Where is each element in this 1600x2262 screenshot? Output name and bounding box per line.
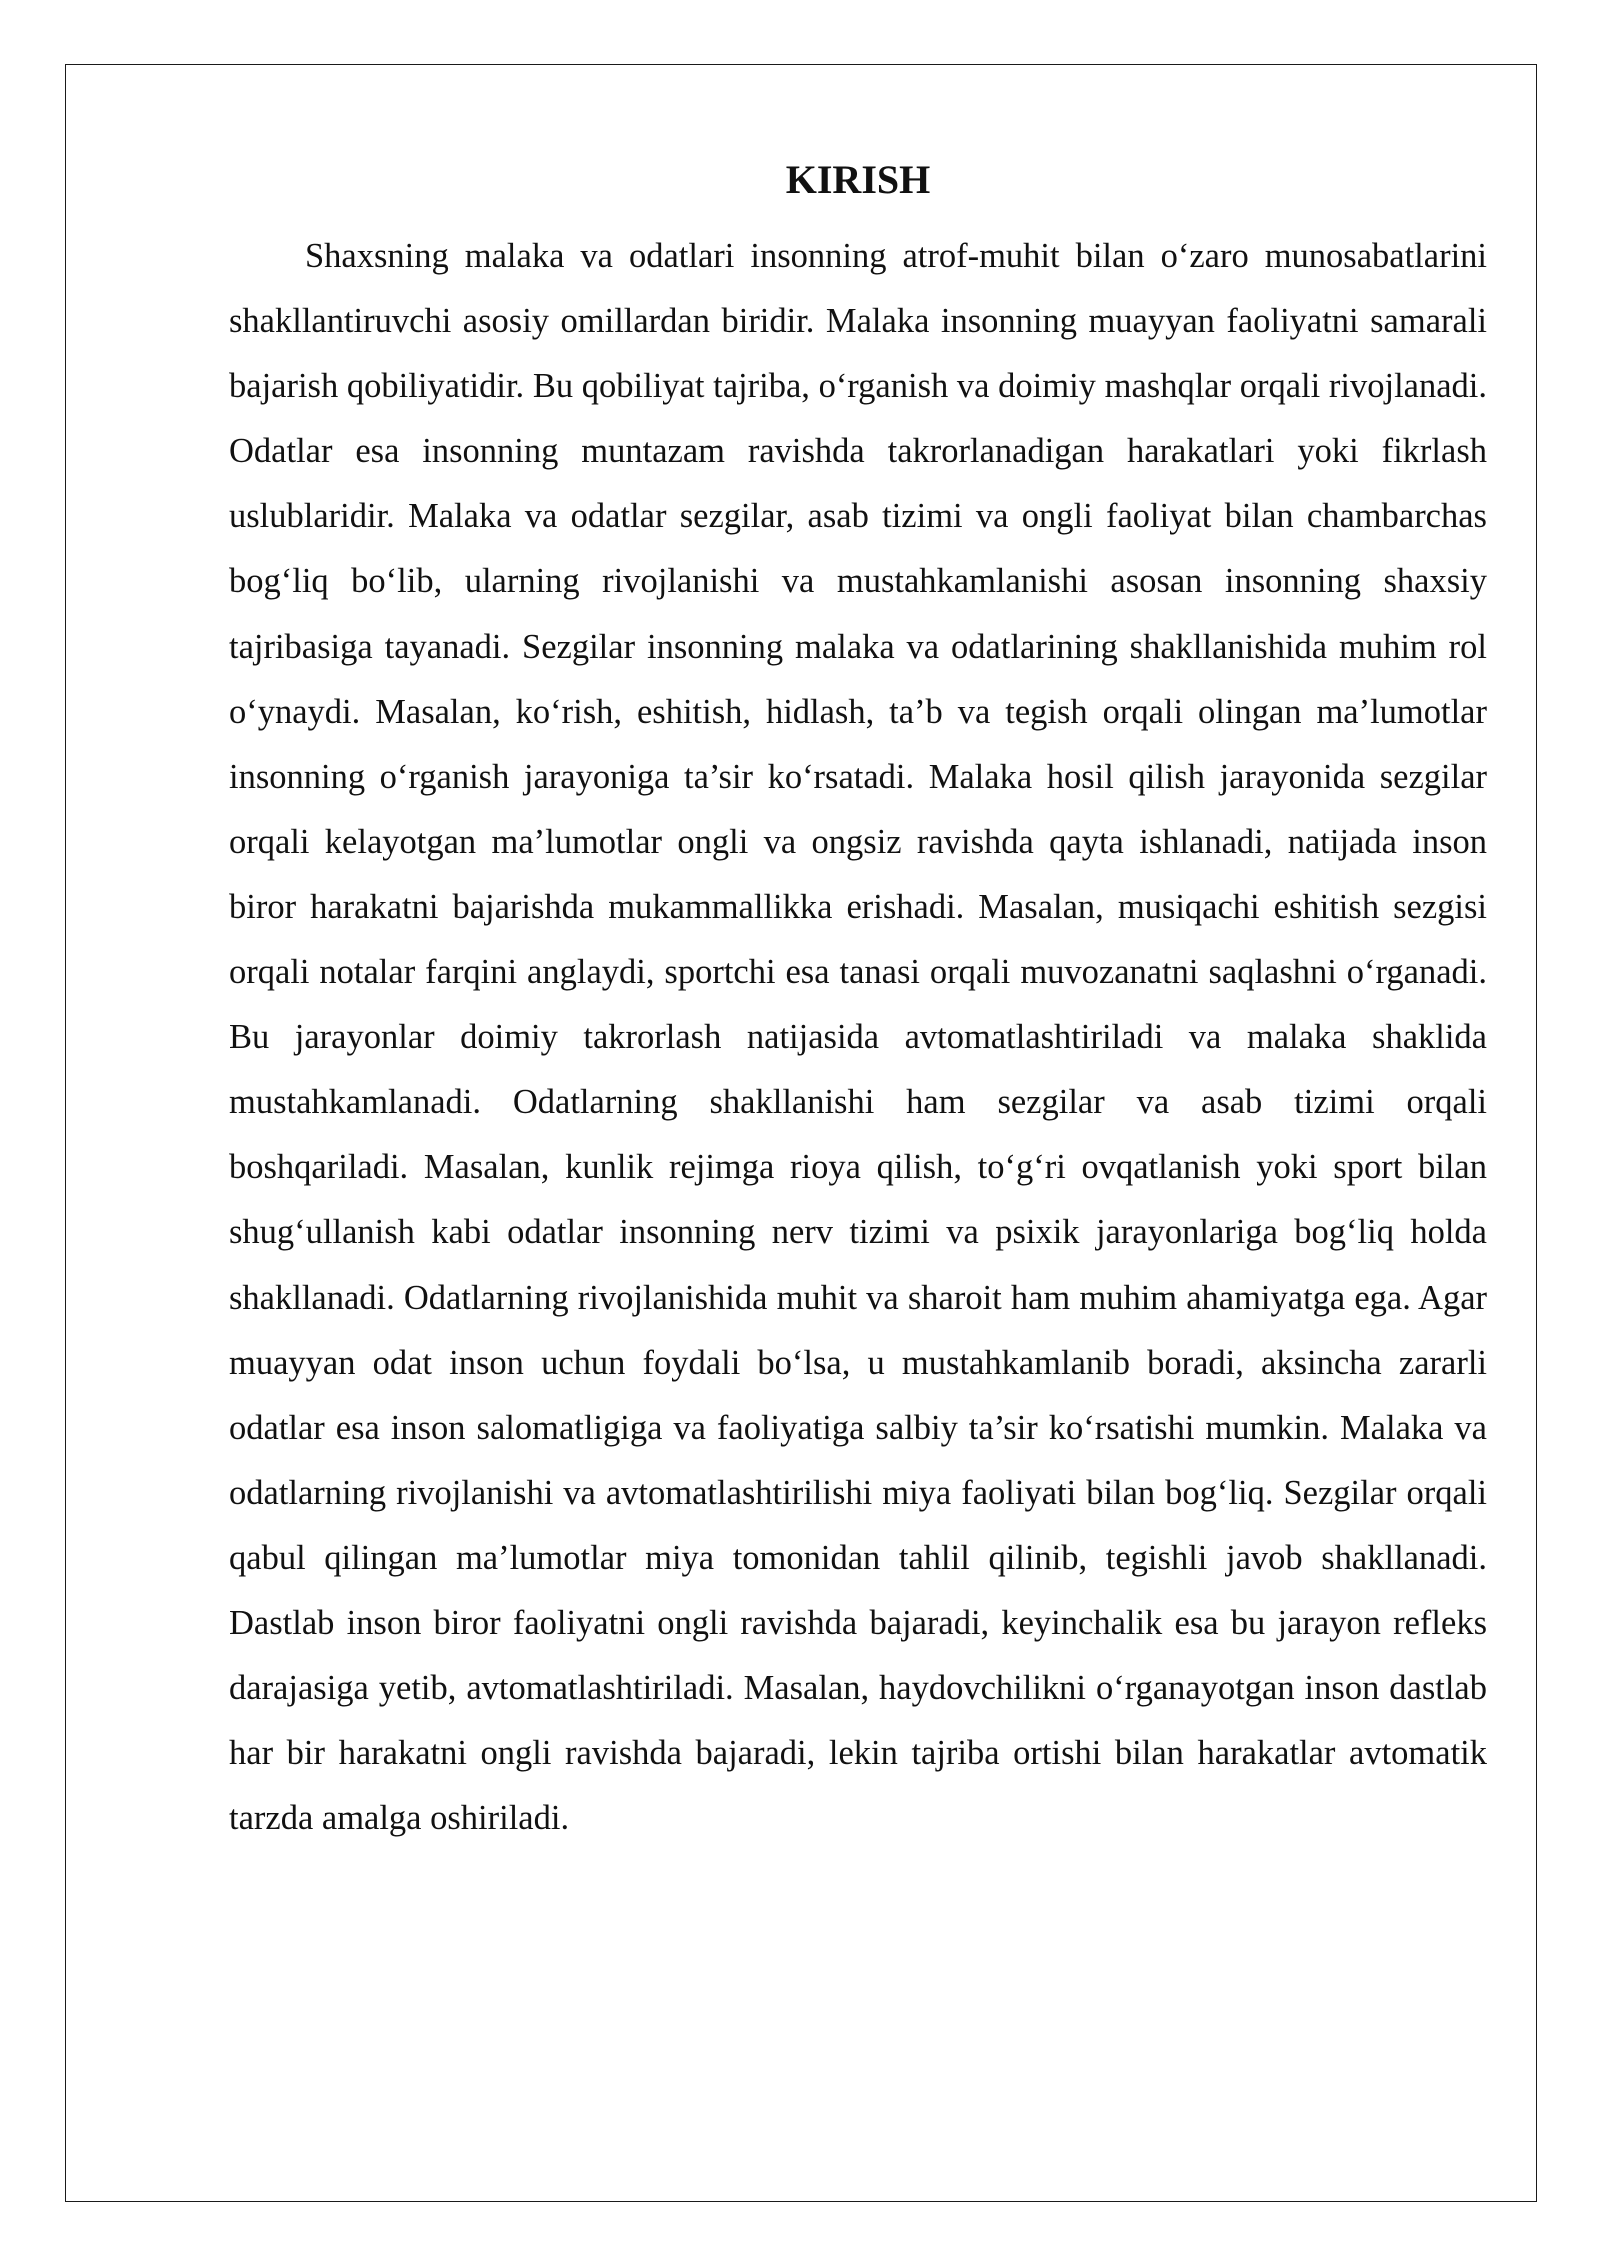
page-content: [229, 148, 1487, 1851]
body-paragraph: Shaxsning malaka va odatlari insonning atrof-muhit bilan o‘zaro munosabatlarini shakllantiruvchi asosiy omillardan biridir. Malaka insonning muayyan faoliyatni samarali bajarish qobiliyatidir. Bu qobiliyat tajriba, o‘rganish va doimiy mashqlar orqali rivojlanadi. Odatlar esa insonning muntazam ravishda takrorlanadigan harakatlari yoki fikrlash uslublaridir. Malaka va odatlar sezgilar, asab tizimi va ongli faoliyat bilan chambarchas bog‘liq bo‘lib, ularning rivojlanishi va mustahkamlanishi asosan insonning shaxsiy tajribasiga tayanadi. Sezgilar insonning malaka va odatlarining shakllanishida muhim rol o‘ynaydi. Masalan, ko‘rish, eshitish, hidlash, ta’b va tegish orqali olingan ma’lumotlar insonning o‘rganish jarayoniga ta’sir ko‘rsatadi. Malaka hosil qilish jarayonida sezgilar orqali kelayotgan ma’lumotlar ongli va ongsiz ravishda qayta ishlanadi, natijada inson biror harakatni bajarishda mukammallikka erishadi. Masalan, musiqachi eshitish sezgisi orqali notalar farqini anglaydi, sportchi esa tanasi orqali muvozanatni saqlashni o‘rganadi. Bu jarayonlar doimiy takrorlash natijasida avtomatlashtiriladi va malaka shaklida mustahkamlanadi. Odatlarning shakllanishi ham sezgilar va asab tizimi orqali boshqariladi. Masalan, kunlik rejimga rioya qilish, to‘g‘ri ovqatlanish yoki sport bilan shug‘ullanish kabi odatlar insonning nerv tizimi va psixik jarayonlariga bog‘liq holda shakllanadi. Odatlarning rivojlanishida muhit va sharoit ham muhim ahamiyatga ega. Agar muayyan odat inson uchun foydali bo‘lsa, u mustahkamlanib boradi, aksincha zararli odatlar esa inson salomatligiga va faoliyatiga salbiy ta’sir ko‘rsatishi mumkin. Malaka va odatlarning rivojlanishi va avtomatlashtirilishi miya faoliyati bilan bog‘liq. Sezgilar orqali qabul qilingan ma’lumotlar miya tomonidan tahlil qilinib, tegishli javob shakllanadi. Dastlab inson biror faoliyatni ongli ravishda bajaradi, keyinchalik esa bu jarayon refleks darajasiga yetib, avtomatlashtiriladi. Masalan, haydovchilikni o‘rganayotgan inson dastlab har bir harakatni ongli ravishda bajaradi, lekin tajriba ortishi bilan harakatlar avtomatik tarzda amalga oshiriladi.: [229, 237, 1487, 1838]
page-title: KIRISH: [785, 157, 931, 202]
